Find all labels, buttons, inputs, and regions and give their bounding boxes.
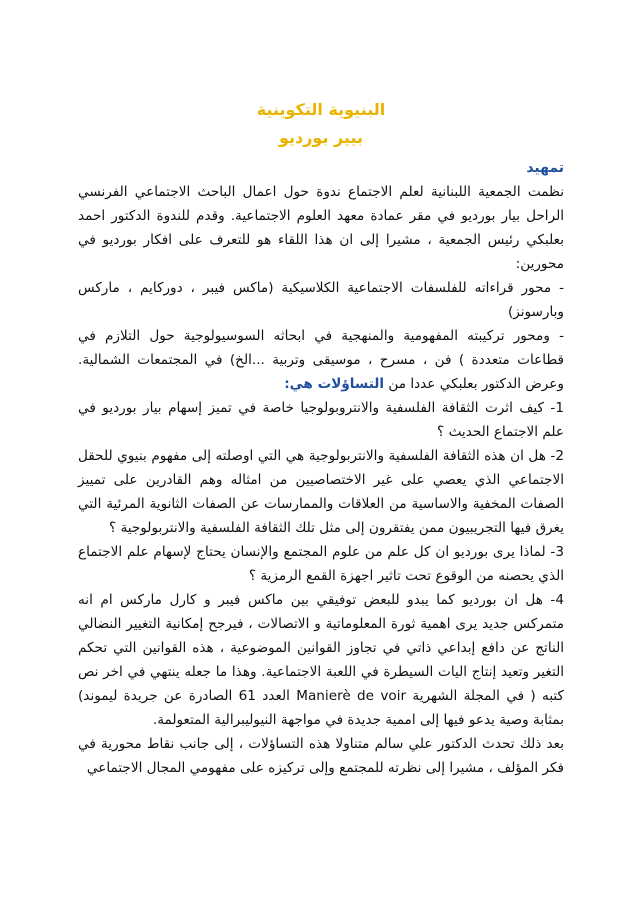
intro-paragraph: نظمت الجمعية اللبنانية لعلم الاجتماع ندوة حول اعمال الباحث الاجتماعي الفرنسي الراحل بيار بورديو في مقر عمادة معهد العلوم الاجتماعية. وقدم للندوة الدكتور احمد بعلبكي رئيس الجمعية ، مشيرا إلى ان هذا اللقاء هو للتعرف على افكار بورديو في محورين:	[78, 184, 564, 272]
document-subtitle: بيير بورديو	[278, 128, 364, 147]
question-four-paragraph	[78, 588, 564, 732]
document-page	[78, 98, 564, 780]
question-one-paragraph: 1- كيف اثرت الثقافة الفلسفية والانتروبولوجيا خاصة في تميز إسهام بيار بورديو في علم الاجتماع الحديث ؟	[78, 400, 564, 440]
question-three-paragraph: 3- لماذا يرى بورديو ان كل علم من علوم المجتمع والإنسان يحتاج لإسهام علم الاجتماع الذي يحصنه من الوقوع تحت تاثير اجهزة القمع الرمزية ؟	[78, 544, 564, 584]
document-title: البنيوية التكوينية	[256, 100, 386, 119]
axis-two-paragraph	[78, 324, 564, 396]
intro-heading: تمهيد	[526, 160, 564, 176]
questions-label: التساؤلات هي:	[284, 376, 385, 392]
axis-one-paragraph: - محور قراءاته للفلسفات الاجتماعية الكلاسيكية (ماكس فيبر ، دوركايم ، ماركس وبارسونز)	[78, 280, 564, 320]
closing-paragraph: بعد ذلك تحدث الدكتور علي سالم متناولا هذه التساؤلات ، إلى جانب نقاط محورية في فكر المؤلف ، مشيرا إلى نظرته للمجتمع وإلى تركيزه على مفهومي المجال الاجتماعي	[78, 736, 564, 776]
journal-name: Manierè de voir	[296, 688, 407, 704]
question-four-text-before: 4- هل ان بورديو كما يبدو للبعض توفيقي بين ماكس فيبر و كارل ماركس ام انه متمركس جديد يرى اهمية ثورة المعلوماتية و الاتصالات ، فيرجح إمكانية التغيير النضالي الناتج عن دافع إبداعي ذاتي في تجاوز القوانين الموضوعية ، هذه القوانين التي تحكم التغير وتعيد إنتاج اليات السيطرة في اللعبة الاجتماعية. وهذا ما جعله ينتهي في اخر نص كتبه ( في المجلة الشهرية	[78, 592, 564, 704]
question-four-text-after: العدد 61 الصادرة عن جريدة ليموند) بمثابة وصية يدعو فيها إلى اممية جديدة في مواجهة النيوليبرالية المتعولمة.	[78, 688, 564, 728]
question-two-paragraph: 2- هل ان هذه الثقافة الفلسفية والانتربولوجية هي التي اوصلته إلى مفهوم بنيوي للحقل الاجتماعي الذي يعصي على غير الاختصاصيين من امثاله وهم القادرين على تمييز الصفات المخفية والاساسية من العلاقات والممارسات عن الصفات الثانوية المرئية التي يغرق فيها التجريبيون ممن يفتقرون إلى مثل تلك الثقافة الفلسفية والانتربولوجية ؟	[78, 448, 564, 536]
axis-two-text: - ومحور تركيبته المفهومية والمنهجية في ابحاثه السوسيولوجية حول التلازم في قطاعات متعددة ) فن ، مسرح ، موسيقى وتربية ...الخ) في المجتمعات الشمالية. وعرض الدكتور بعلبكي عددا من	[78, 328, 564, 392]
